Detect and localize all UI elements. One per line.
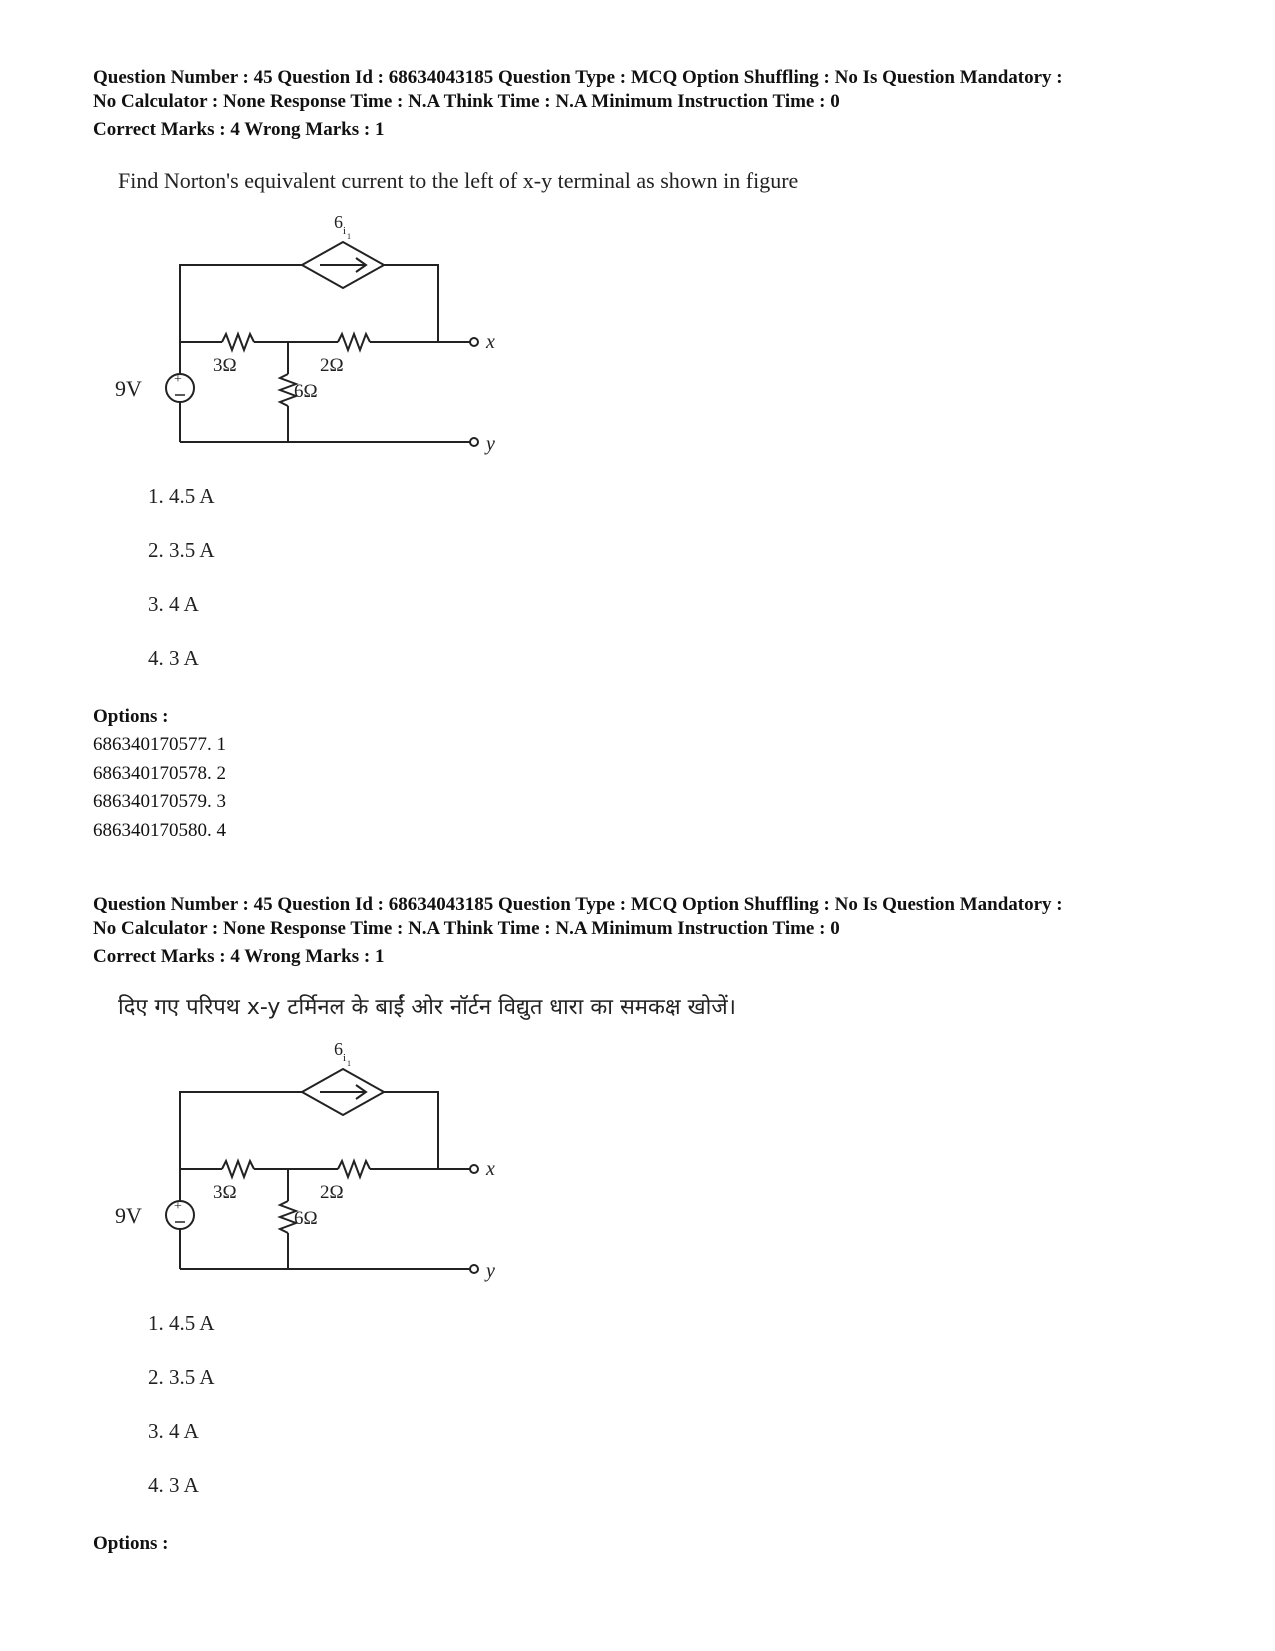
resistor-6ohm-label: 6Ω: [294, 1208, 318, 1229]
question-marks-line: Correct Marks : 4 Wrong Marks : 1: [93, 946, 385, 967]
choice-4: 4. 3 A: [148, 1473, 199, 1497]
resistor-2ohm: [338, 1161, 370, 1177]
choice-4: 4. 3 A: [148, 646, 199, 670]
dep-source-sub: i: [343, 1052, 347, 1064]
dep-source-label: 6: [334, 212, 343, 232]
question-meta-line-2: No Calculator : None Response Time : N.A Think Time : N.A Minimum Instruction Time : 0: [93, 918, 840, 939]
terminal-x-label: x: [486, 1158, 495, 1180]
question-text: Find Norton's equivalent current to the left of x-y terminal as shown in figure: [118, 168, 799, 193]
question-block-hindi: [0, 827, 1275, 1651]
source-label: 9V: [115, 376, 142, 401]
circuit-wire-top-right: [384, 1092, 438, 1169]
question-meta-line-2: No Calculator : None Response Time : N.A Think Time : N.A Minimum Instruction Time : 0: [93, 91, 840, 112]
terminal-y-label: y: [486, 433, 495, 455]
choice-2: 2. 3.5 A: [148, 1365, 215, 1389]
resistor-2ohm-label: 2Ω: [320, 1182, 344, 1203]
circuit-wire-top: [180, 265, 302, 375]
choice-2: 2. 3.5 A: [148, 538, 215, 562]
resistor-6ohm-label: 6Ω: [294, 381, 318, 402]
resistor-3ohm-label: 3Ω: [213, 1182, 237, 1203]
circuit-wire-top-right: [384, 265, 438, 342]
options-title: Options :: [93, 1533, 169, 1554]
terminal-y-node: [470, 1265, 478, 1273]
choice-1: 1. 4.5 A: [148, 484, 215, 508]
question-marks-line: Correct Marks : 4 Wrong Marks : 1: [93, 119, 385, 140]
dep-source-sub: i: [343, 225, 347, 237]
dep-source-label: 6: [334, 1039, 343, 1059]
choice-1: 1. 4.5 A: [148, 1311, 215, 1335]
resistor-2ohm-label: 2Ω: [320, 355, 344, 376]
terminal-y-node: [470, 438, 478, 446]
option-id-4: 686340170580. 4: [93, 820, 226, 841]
question-block-english: [0, 0, 1275, 812]
source-plus-sign: +: [174, 372, 182, 387]
resistor-3ohm-label: 3Ω: [213, 355, 237, 376]
choice-3: 3. 4 A: [148, 592, 199, 616]
circuit-wire-top: [180, 1092, 302, 1202]
terminal-x-label: x: [486, 331, 495, 353]
dep-source-subsub: 1: [347, 1059, 351, 1068]
question-text: दिए गए परिपथ x-y टर्मिनल के बाईं ओर नॉर्टन विद्युत धारा का समकक्ष खोजें।: [118, 995, 736, 1020]
choice-3: 3. 4 A: [148, 1419, 199, 1443]
question-meta-line-1: Question Number : 45 Question Id : 68634043185 Question Type : MCQ Option Shuffling : No Is Question Mandatory :: [93, 894, 1063, 915]
circuit-diagram: [110, 1039, 530, 1299]
option-id-3: 686340170579. 3: [93, 791, 226, 812]
terminal-y-label: y: [486, 1260, 495, 1282]
dep-source-subsub: 1: [347, 232, 351, 241]
source-label: 9V: [115, 1203, 142, 1228]
resistor-3ohm: [222, 1161, 254, 1177]
question-meta-line-1: Question Number : 45 Question Id : 68634043185 Question Type : MCQ Option Shuffling : No Is Question Mandatory :: [93, 67, 1063, 88]
options-title: Options :: [93, 706, 169, 727]
resistor-3ohm: [222, 334, 254, 350]
resistor-2ohm: [338, 334, 370, 350]
terminal-x-node: [470, 338, 478, 346]
option-id-2: 686340170578. 2: [93, 763, 226, 784]
circuit-diagram: [110, 212, 530, 472]
option-id-1: 686340170577. 1: [93, 734, 226, 755]
terminal-x-node: [470, 1165, 478, 1173]
source-plus-sign: +: [174, 1199, 182, 1214]
